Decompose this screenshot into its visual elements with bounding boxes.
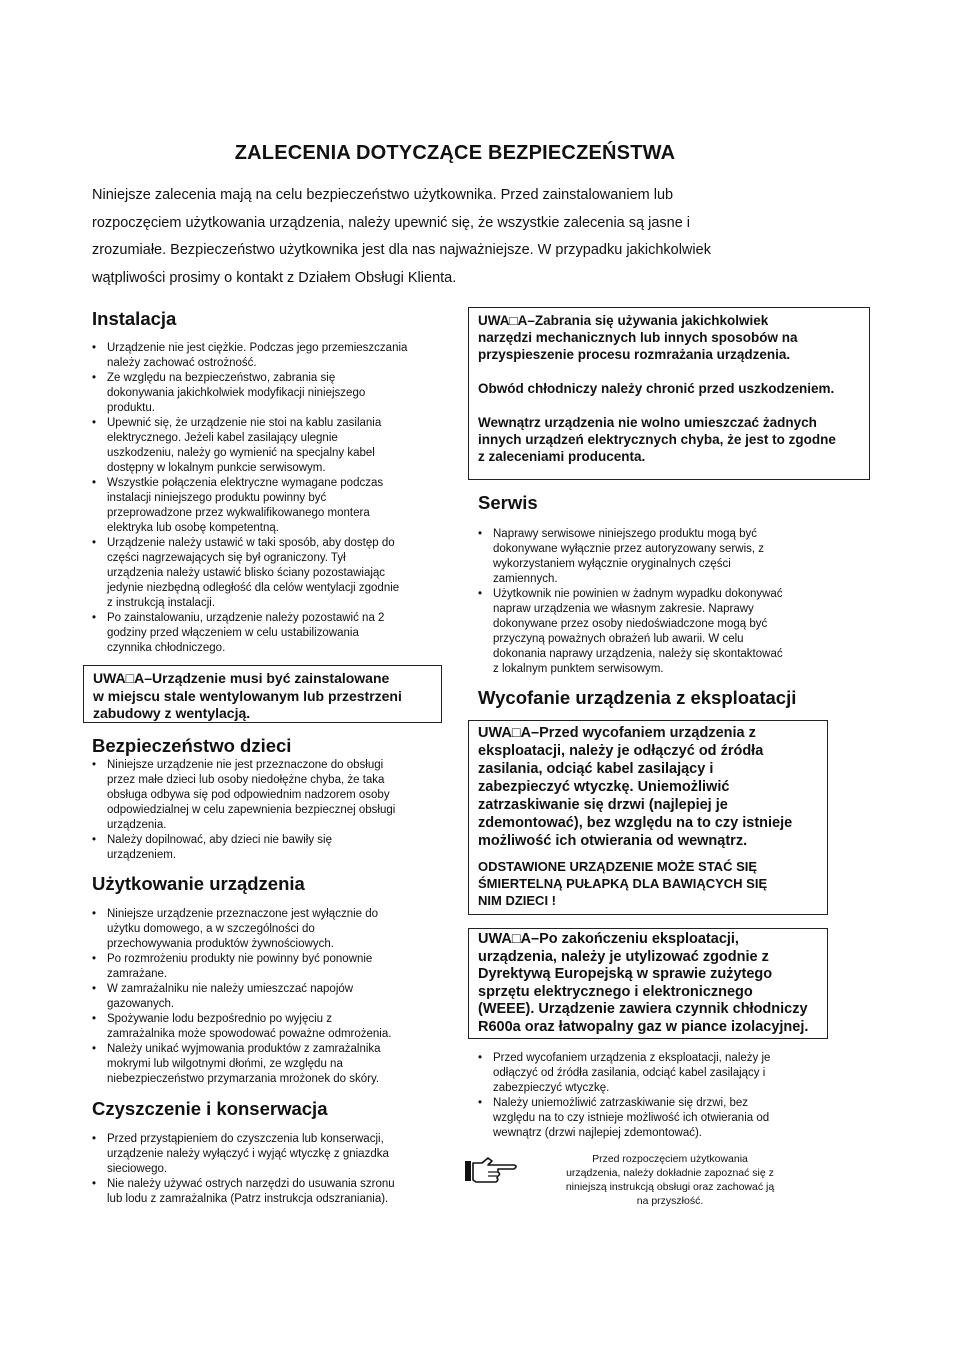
list-item-line: urządzeniem. [107, 849, 177, 861]
warning-line: zatrzaskiwanie się drzwi (najlepiej je [478, 797, 728, 813]
page-title: ZALECENIA DOTYCZĄCE BEZPIECZEŃSTWA [234, 142, 676, 164]
list-item-line: dokonywania jakichkolwiek modyfikacji niniejszego [107, 387, 366, 399]
list-item-line: dokonywane przez osoby niedoświadczone mogą być [493, 618, 768, 630]
note-line: Przed rozpoczęciem użytkowania [592, 1153, 748, 1165]
list-item-line: instalacji niniejszego produktu powinny być [107, 492, 327, 504]
list-item-line: dokonywane wyłącznie przez autoryzowany serwis, z [493, 543, 765, 555]
list-item-line: wykorzystaniem wyłącznie oryginalnych części [493, 558, 731, 570]
warning-paragraph [478, 312, 860, 363]
warning-paragraph [478, 380, 860, 397]
warning-line: przyspieszenie procesu rozmrażania urządzenia. [478, 347, 791, 362]
warning-line: ODSTAWIONE URZĄDZENIE MOŻE STAĆ SIĘ [478, 859, 758, 874]
intro-line: wątpliwości prosimy o kontakt z Działem Obsługi Klienta. [92, 269, 457, 286]
list-item-line: • Niniejsze urządzenie nie jest przeznaczone do obsługi [107, 759, 384, 771]
list-item-line: • Należy uniemożliwić zatrzaskiwanie się drzwi, bez [493, 1097, 749, 1109]
section-heading-serwis: Serwis [478, 492, 538, 513]
czyszczenie-list [92, 1132, 442, 1207]
list-item [92, 611, 442, 656]
list-item [478, 1051, 838, 1096]
warning-line: zasilania, odciąć kabel zasilający i [478, 761, 714, 777]
list-item-line: • Po zainstalowaniu, urządzenie należy pozostawić na 2 [107, 612, 385, 624]
list-item [92, 1132, 442, 1177]
list-item-line: • Należy unikać wyjmowania produktów z zamrażalnika [107, 1043, 381, 1055]
list-item [92, 371, 442, 416]
list-item-line: • Użytkownik nie powinien w żadnym wypadku dokonywać [493, 588, 783, 600]
warning-line: UWA□A–Przed wycofaniem urządzenia z [478, 725, 756, 741]
warning-line: sprzętu elektrycznego i elektronicznego [478, 983, 753, 1000]
note-line: niniejszą instrukcją obsługi oraz zachować ją [565, 1181, 775, 1193]
list-item-line: wewnątrz (drzwi najlepiej zdemontować). [493, 1127, 702, 1139]
warning-line: zabezpieczyć wtyczkę. Uniemożliwić [478, 779, 730, 795]
list-item-line: należy zachować ostrożność. [107, 357, 257, 369]
list-item-line: przez małe dzieci lub osoby niedołężne chyba, że taka [107, 774, 385, 786]
list-item-line: z instrukcją instalacji. [107, 597, 216, 609]
serwis-list [478, 527, 848, 677]
intro-line: zrozumiałe. Bezpieczeństwo użytkownika jest dla nas najważniejsze. W przypadku jakichkolwiek [92, 242, 711, 258]
list-item-line: urządzenia należy ustawić blisko ściany pozostawiając [107, 567, 386, 579]
warning-line: urządzenia, należy je utylizować zgodnie z [478, 948, 769, 965]
warning-line: ŚMIERTELNĄ PUŁAPKĄ DLA BAWIĄCYCH SIĘ [478, 876, 768, 891]
list-item [92, 476, 442, 536]
list-item-line: zamiennych. [493, 573, 558, 585]
list-item-line: • Naprawy serwisowe niniejszego produktu mogą być [493, 528, 757, 540]
list-item-line: • Wszystkie połączenia elektryczne wymagane podczas [107, 477, 384, 489]
note-line: na przyszłość. [636, 1195, 704, 1207]
list-item-line: jedynie niezbędną odległość dla celów wentylacji zgodnie [107, 582, 400, 594]
list-item-line: względu na to czy istnieje możliwość ich otwierania od [493, 1112, 770, 1124]
list-item-line: z lokalnym punktem serwisowym. [493, 663, 664, 675]
list-item-line: obsługa odbywa się pod odpowiednim nadzorem osoby [107, 789, 390, 801]
list-item [478, 527, 848, 587]
list-item-line: napraw urządzenia we własnym zakresie. Naprawy [493, 603, 754, 615]
list-item-line: odłączyć od źródła zasilania, odciąć kabel zasilający i [493, 1067, 766, 1079]
list-item-line: • Przed wycofaniem urządzenia z eksploatacji, należy je [493, 1052, 771, 1064]
list-item-line: zamrażalnika może spowodować poważne odmrożenia. [107, 1028, 392, 1040]
warning-line: (WEEE). Urządzenie zawiera czynnik chłodniczy [478, 1001, 808, 1017]
list-item-line: • Po rozmrożeniu produkty nie powinny być ponownie [107, 953, 373, 965]
list-item-line: • Spożywanie lodu bezpośrednio po wyjęciu z [107, 1013, 333, 1025]
intro-line: rozpoczęciem użytkowania urządzenia, należy upewnić się, że wszystkie zalecenia są jasne i [92, 214, 691, 231]
warning-line: Dyrektywą Europejską w sprawie zużytego [478, 966, 773, 982]
warning-line: zdemontować), bez względu na to czy istnieje [478, 815, 793, 831]
warning-defrost-box [468, 307, 870, 480]
list-item-line: odpowiedzialnej w celu zapewnienia bezpiecznej obsługi [107, 804, 396, 816]
manual-note [520, 1152, 820, 1208]
warning-line: NIM DZIECI ! [478, 893, 556, 908]
list-item-line: • Przed przystąpieniem do czyszczenia lub konserwacji, [107, 1133, 384, 1145]
list-item-line: dostępny w lokalnym punkcie serwisowym. [107, 462, 326, 474]
list-item [92, 952, 442, 982]
list-item-line: zabezpieczyć wtyczkę. [493, 1082, 610, 1094]
list-item-line: lub lodu z zamrażalnika (Patrz instrukcja odszraniania). [107, 1193, 389, 1205]
section-heading-instalacja: Instalacja [92, 308, 177, 329]
warning-line: z zaleceniami producenta. [478, 449, 646, 464]
list-item-line: • Niniejsze urządzenie przeznaczone jest wyłącznie do [107, 908, 379, 920]
uzytkowanie-list [92, 907, 442, 1087]
list-item-line: użytku domowego, a w szczególności do [107, 923, 315, 935]
warning-line: narzędzi mechanicznych lub innych sposobów na [478, 330, 798, 345]
list-item-line: • Urządzenie nie jest ciężkie. Podczas jego przemieszczania [107, 342, 408, 354]
list-item-line: przyczyną poważnych obrażeń lub awarii. W celu [493, 633, 744, 645]
list-item [92, 536, 442, 611]
note-line: urządzenia, należy dokładnie zapoznać się z [566, 1167, 774, 1179]
warning-paragraph [478, 724, 818, 850]
list-item-line: niebezpieczeństwo przymarzania mrożonek do skóry. [107, 1073, 380, 1085]
list-item-line: uszkodzeniu, należy go wymienić na specjalny kabel [107, 447, 375, 459]
list-item [478, 587, 848, 677]
warning-line: możliwość ich otwierania od wewnątrz. [478, 833, 748, 849]
warning-line: w miejscu stale wentylowanym lub przestrzeni [93, 687, 402, 704]
list-item-line: • Urządzenie należy ustawić w taki sposób, aby dostęp do [107, 537, 395, 549]
section-heading-wycofanie: Wycofanie urządzenia z eksploatacji [478, 687, 797, 708]
list-item-line: godziny przed włączeniem w celu ustabilizowania [107, 627, 359, 639]
warning-paragraph [478, 858, 818, 909]
list-item [92, 833, 442, 863]
warning-line: Obwód chłodniczy należy chronić przed uszkodzeniem. [478, 381, 835, 396]
list-item-line: • Nie należy używać ostrych narzędzi do usuwania szronu [107, 1178, 395, 1190]
warning-install-box [83, 665, 442, 723]
list-item [92, 982, 442, 1012]
intro-paragraph [92, 182, 792, 292]
list-item [92, 341, 442, 371]
warning-line: zabudowy z wentylacją. [93, 705, 251, 721]
list-item-line: • Ze względu na bezpieczeństwo, zabrania się [107, 372, 336, 384]
list-item [92, 907, 442, 952]
list-item-line: zamrażane. [107, 968, 168, 980]
list-item [92, 758, 442, 833]
dzieci-list [92, 758, 442, 863]
warning-line: R600a oraz łatwopalny gaz w piance izolacyjnej. [478, 1018, 809, 1035]
section-heading-czyszczenie: Czyszczenie i konserwacja [92, 1098, 328, 1119]
list-item-line: • Upewnić się, że urządzenie nie stoi na kablu zasilania [107, 417, 382, 429]
section-heading-dzieci: Bezpieczeństwo dzieci [92, 735, 292, 756]
warning-disposal-box [468, 720, 828, 915]
list-item [92, 416, 442, 476]
warning-paragraph [478, 414, 860, 465]
warning-line: UWA□A–Urządzenie musi być zainstalowane [93, 670, 390, 686]
list-item-line: elektryka lub osobę kompetentną. [107, 522, 279, 534]
list-item-line: produktu. [107, 402, 155, 414]
list-item-line: części nagrzewających się był ograniczony. Tył [107, 552, 346, 564]
list-item-line: przeprowadzone przez wykwalifikowanego montera [107, 507, 370, 519]
warning-line: UWA□A–Po zakończeniu eksploatacji, [478, 931, 739, 947]
list-item-line: elektrycznego. Jeżeli kabel zasilający ulegnie [107, 432, 338, 444]
list-item-line: przechowywania produktów żywnościowych. [107, 938, 334, 950]
intro-line: Niniejsze zalecenia mają na celu bezpieczeństwo użytkownika. Przed zainstalowaniem lub [92, 187, 674, 203]
list-item-line: mokrymi lub wilgotnymi dłońmi, ze względu na [107, 1058, 343, 1070]
list-item [92, 1012, 442, 1042]
list-item-line: sieciowego. [107, 1163, 168, 1175]
warning-line: innych urządzeń elektrycznych chyba, że jest to zgodne [478, 432, 836, 447]
list-item-line: czynnika chłodniczego. [107, 642, 226, 654]
list-item [92, 1042, 442, 1087]
list-item-line: • W zamrażalniku nie należy umieszczać napojów [107, 983, 354, 995]
list-item-line: • Należy dopilnować, aby dzieci nie bawiły się [107, 834, 333, 846]
list-item-line: gazowanych. [107, 998, 175, 1010]
list-item [92, 1177, 442, 1207]
warning-weee-box [468, 928, 828, 1039]
section-heading-uzytkowanie: Użytkowanie urządzenia [92, 873, 305, 894]
list-item-line: urządzenie należy wyłączyć i wyjąć wtyczkę z gniazdka [107, 1148, 389, 1160]
list-item [478, 1096, 838, 1141]
list-item-line: dokonania naprawy urządzenia, należy się skontaktować [493, 648, 783, 660]
warning-line: Wewnątrz urządzenia nie wolno umieszczać żadnych [478, 415, 817, 430]
wycofanie-list [478, 1051, 838, 1141]
instalacja-list [92, 341, 442, 656]
warning-line: eksploatacji, należy je odłączyć od źródła [478, 743, 764, 759]
list-item-line: urządzenia. [107, 819, 167, 831]
warning-line: UWA□A–Zabrania się używania jakichkolwiek [478, 313, 769, 328]
pointing-hand-icon [464, 1155, 520, 1185]
